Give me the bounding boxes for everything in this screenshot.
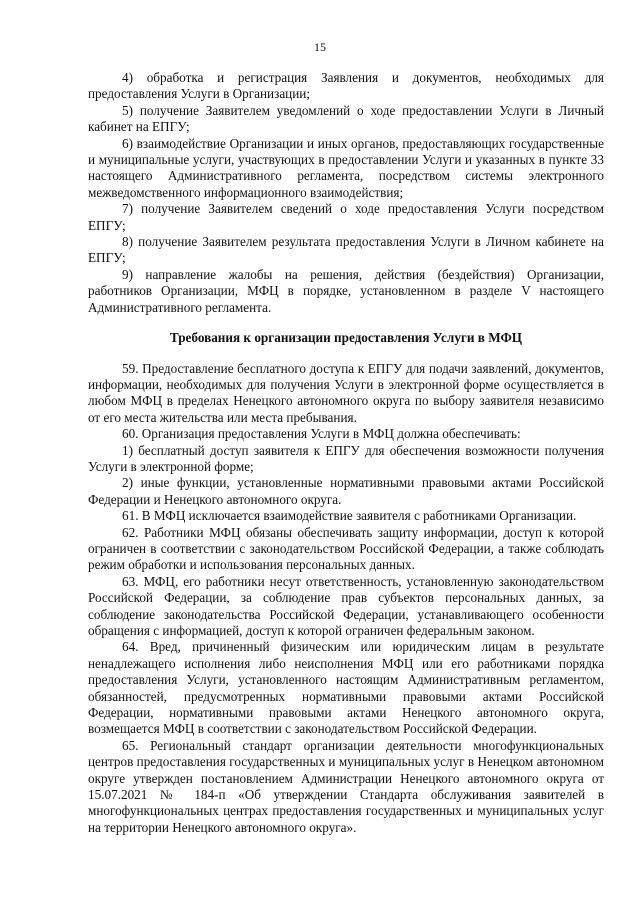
- paragraph-65: 65. Региональный стандарт организации деятельности многофункциональных центров предоставления государственных и муниципальных услуг в Ненецком автономном округе утвержден постановлением Администрации Ненецкого автономного округа от 15.07.2021 № 184-п «Об утверждении Стандарта обслуживания заявителей в многофункциональных центрах предоставления государственных и муниципальных услуг на территории Ненецкого автономного округа».: [88, 737, 604, 835]
- list-item: 2) иные функции, установленные нормативными правовыми актами Российской Федерации и Ненецкого автономного округа.: [88, 475, 604, 507]
- list-item: 5) получение Заявителем уведомлений о ходе предоставлении Услуги в Личный кабинет на ЕПГУ;: [88, 102, 604, 135]
- list-item: 9) направление жалобы на решения, действия (бездействия) Организации, работников Организации, МФЦ в порядке, установленном в разделе V настоящего Административного регламента.: [88, 266, 604, 315]
- paragraph-60: 60. Организация предоставления Услуги в МФЦ должна обеспечивать:: [122, 426, 521, 442]
- section-heading: Требования к организации предоставления Услуги в МФЦ: [169, 330, 523, 346]
- paragraph-61: 61. В МФЦ исключается взаимодействие заявителя с работниками Организации.: [122, 508, 577, 524]
- list-item: 1) бесплатный доступ заявителя к ЕПГУ для обеспечения возможности получения Услуги в электронной форме;: [88, 442, 604, 474]
- paragraph-63: 63. МФЦ, его работники несут ответственность, установленную законодательством Российской Федерации, за соблюдение прав субъектов персональных данных, за соблюдение законодательства Российской Федерации, устанавливающего особенности обращения с информацией, доступ к которой ограничен федеральным законом.: [88, 573, 604, 638]
- list-item: 7) получение Заявителем сведений о ходе предоставления Услуги посредством ЕПГУ;: [88, 201, 604, 233]
- list-item: 6) взаимодействие Организации и иных органов, предоставляющих государственные и муниципальные услуги, участвующих в предоставлении Услуги и указанных в пункте 33 настоящего Административного регламента, посредством системы электронного межведомственного информационного взаимодействия;: [88, 135, 604, 200]
- paragraph-62: 62. Работники МФЦ обязаны обеспечивать защиту информации, доступ к которой ограничен в соответствии с законодательством Российской Федерации, а также соблюдать режим обработки и использования персональных данных.: [88, 524, 604, 573]
- list-item: 4) обработка и регистрация Заявления и документов, необходимых для предоставления Услуги в Организации;: [88, 70, 604, 102]
- paragraph-59: 59. Предоставление бесплатного доступа к ЕПГУ для подачи заявлений, документов, информации, необходимых для получения Услуги в электронной форме осуществляется в любом МФЦ в пределах Ненецкого автономного округа по выбору заявителя независимо от его места жительства или места пребывания.: [88, 360, 604, 425]
- paragraph-64: 64. Вред, причиненный физическим или юридическим лицам в результате ненадлежащего исполнения либо неисполнения МФЦ или его работниками порядка предоставления Услуги, установленного настоящим Административным регламентом, обязанностей, предусмотренных нормативными правовыми актами Российской Федерации, нормативными правовыми актами Ненецкого автономного округа, возмещается МФЦ в соответствии с законодательством Российской Федерации.: [88, 639, 604, 737]
- document-body: [88, 70, 604, 836]
- page-number: 15: [314, 40, 326, 54]
- list-item: 8) получение Заявителем результата предоставления Услуги в Личном кабинете на ЕПГУ;: [88, 234, 604, 266]
